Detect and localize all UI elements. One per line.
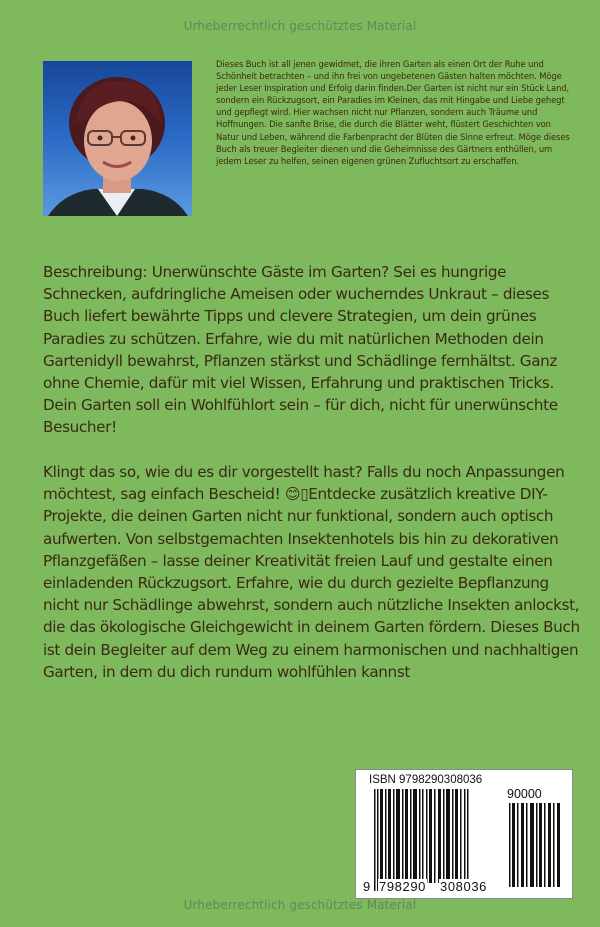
portrait-image <box>43 61 192 216</box>
isbn-label: ISBN 9798290308036 <box>369 774 483 786</box>
barcode-digit-first: 9 <box>363 879 371 894</box>
isbn-barcode <box>355 769 573 899</box>
ean13-barcode-bars <box>374 789 470 891</box>
description-paragraph-2: Klingt das so, wie du es dir vorgestellt hast? Falls du noch Anpassungen möchtest, sag einfach Bescheid! 😊▯Entdecke zusätzlich kreative DIY-Projekte, die deinen Garten nicht nur funktional, sondern auch optisch aufwerten. Von selbstgemachten Insektenhotels bis hin zu dekorativen Pflanzgefäßen – lasse deiner Kreativität freien Lauf und gestalte einen einladenden Rückzugsort. Erfahre, wie du durch gezielte Bepflanzung nicht nur Schädlinge abwehrst, sondern auch nützliche Insekten anlockst, die das ökologische Gleichgewicht in deinem Garten fördern. Dieses Buch ist dein Begleiter auf dem Weg zu einem harmonischen und nachhaltigen Garten, in dem du dich rundum wohlfühlen kannst <box>43 463 580 681</box>
dedication-text: Dieses Buch ist all jenen gewidmet, die ihren Garten als einen Ort der Ruhe und Schönheit betrachten – und ihn frei von ungebetenen Gästen halten möchten. Möge jeder Leser Inspiration und Erfolg darin finden.Der Garten ist nicht nur ein Stück Land, sondern ein Rückzugsort, ein Paradies im Kleinen, das mit Hingabe und Liebe gehegt und gepflegt wird. Hier wachsen nicht nur Pflanzen, sondern auch Träume und Hoffnungen. Die sanfte Brise, die durch die Blätter weht, flüstert Geschichten von Natur und Leben, während die Farbenpracht der Blüten die Sinne erfreut. Möge dieses Buch als treuer Begleiter dienen und die Geheimnisse des Gärtners enthüllen, um jedem Leser zu helfen, seinen eigenen grünen Zufluchtsort zu erschaffen. <box>216 59 570 166</box>
barcode-digits-right: 308036 <box>440 879 487 894</box>
barcode-digits-left: 798290 <box>379 879 426 894</box>
copyright-watermark-top: Urheberrechtlich geschütztes Material <box>183 19 417 33</box>
addon-barcode-bars <box>509 803 561 887</box>
description-paragraph-1: Beschreibung: Unerwünschte Gäste im Garten? Sei es hungrige Schnecken, aufdringliche Ameisen oder wucherndes Unkraut – dieses Buch liefert bewährte Tipps und clevere Strategien, um dein grünes Paradies zu schützen. Erfahre, wie du mit natürlichen Methoden dein Gartenidyll bewahrst, Pflanzen stärkst und Schädlinge fernhältst. Ganz ohne Chemie, dafür mit viel Wissen, Erfahrung und praktischen Tricks. Dein Garten soll ein Wohlfühlort sein – für dich, nicht für unerwünschte Besucher! <box>43 263 558 437</box>
copyright-watermark-bottom: Urheberrechtlich geschütztes Material <box>183 898 417 912</box>
author-photo <box>43 61 192 216</box>
price-code-label: 90000 <box>507 787 542 801</box>
